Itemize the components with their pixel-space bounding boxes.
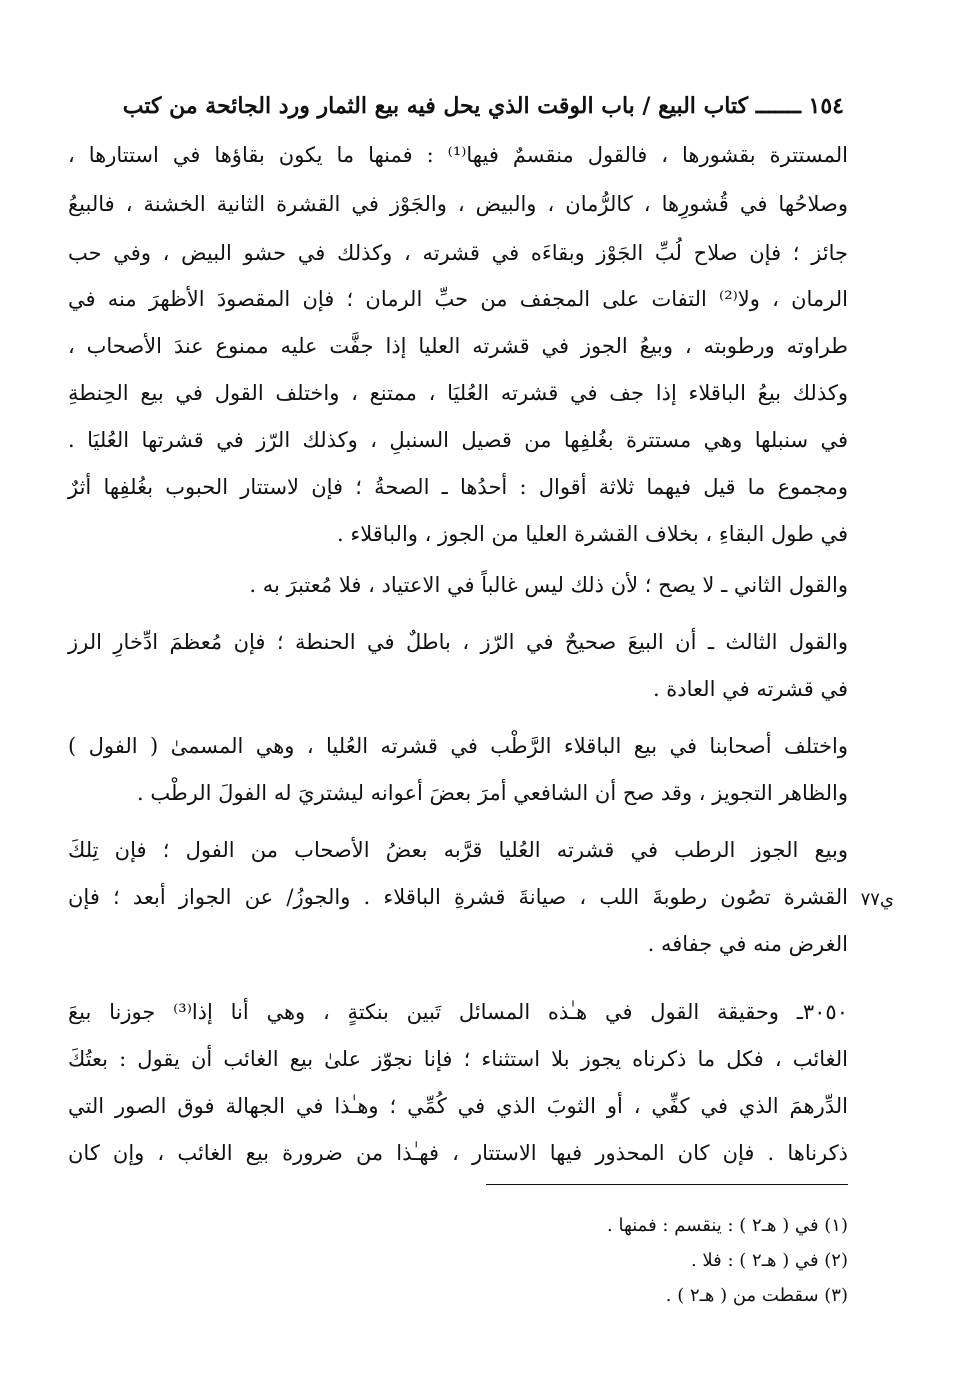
text-line: والقول الثالث ـ أن البيعَ صحيحٌ في الرّز ، باطلٌ في الحنطة ؛ فإن مُعظمَ ادِّخارِ الرز [68, 630, 848, 654]
text-line: وصلاحُها في قُشورِها ، كالرُّمان ، والبيض ، والجَوْز في القشرة الثانية الخشنة ، فالبيعُ [68, 192, 848, 216]
text-line: والقول الثاني ـ لا يصح ؛ لأن ذلك ليس غالباً في الاعتياد ، فلا مُعتبرَ به . [249, 573, 848, 597]
text-line: الغائب ، فكل ما ذكرناه يجوز بلا استثناء ؛ فإنا نجوّز علىٰ بيع الغائب أن يقول : بعتُكَ [68, 1047, 848, 1071]
running-header: ١٥٤ ـــــــ كتاب البيع / باب الوقت الذي يحل فيه بيع الثمار ورد الجائحة من كتب [122, 93, 844, 119]
text-line: في طول البقاءِ ، بخلاف القشرة العليا من الجوز ، والباقلاء . [337, 522, 848, 546]
footnote: (١) في ( هـ٢ ) : ينقسم : فمنها . [607, 1215, 848, 1236]
margin-folio-note: ي٧٧ [860, 889, 894, 910]
text-line: الغرض منه في جفافه . [647, 932, 848, 956]
text-line: ومجموع ما قيل فيهما ثلاثة أقوال : أحدُها ـ الصحةُ ؛ فإن لاستتار الحبوب بغُلفِها أثرٌ [68, 475, 848, 499]
text-line: طراوته ورطوبته ، وبيعُ الجوز في قشرته العليا إذا جفَّت عليه ممنوع عندَ الأصحاب ، [68, 334, 848, 358]
text-line: واختلف أصحابنا في بيع الباقلاء الرَّطْب في قشرته العُليا ، وهي المسمىٰ ( الفول ) [68, 734, 848, 758]
text-line: ذكرناها . فإن كان المحذور فيها الاستتار ، فهـٰذا من ضرورة بيع الغائب ، وإن كان [68, 1141, 848, 1165]
text-line: وبيع الجوز الرطب في قشرته العُليا قرَّبه بعضُ الأصحاب من الفول ؛ فإن تِلكَ [68, 838, 848, 862]
text-line: القشرة تصُون رطوبةَ اللب ، صيانةَ قشرةِ الباقلاء . والجوزُ/ عن الجواز أبعد ؛ فإن [68, 885, 848, 909]
text-line: وكذلك بيعُ الباقلاء إذا جف في قشرته العُليَا ، ممتنع ، واختلف القول في بيع الحِنطةِ [68, 381, 848, 405]
text-line: الرمان ، ولا⁽²⁾ التفات على المجفف من حبِّ الرمان ؛ فإن المقصودَ الأظهرَ منه في [68, 287, 848, 311]
footnote: (٢) في ( هـ٢ ) : فلا . [690, 1250, 848, 1271]
text-line: في سنبلها وهي مستترة بغُلفِها من قصيل السنبلِ ، وكذلك الرّز في قشرتها العُليَا . [68, 428, 848, 452]
text-line: في قشرته في العادة . [652, 677, 848, 701]
text-line: والظاهر التجويز ، وقد صح أن الشافعي أمرَ بعضَ أعوانه ليشتريَ له الفولَ الرطْب . [137, 781, 848, 805]
text-line: ٣٠٥٠ـ وحقيقة القول في هـٰذه المسائل تَبين بنكتةٍ ، وهي أنا إذا⁽³⁾ جوزنا بيعَ [68, 1000, 848, 1024]
footnote: (٣) سقطت من ( هـ٢ ) . [665, 1285, 848, 1306]
text-line: المستترة بقشورها ، فالقول منقسمٌ فيها⁽¹⁾ : فمنها ما يكون بقاؤها في استتارها ، [68, 143, 848, 167]
text-line: الدِّرهمَ الذي في كفِّي ، أو الثوبَ الذي في كُمِّي ؛ وهـٰذا في الجهالة فوق الصور التي [68, 1094, 848, 1118]
footnote-divider [486, 1184, 848, 1185]
text-line: جائز ؛ فإن صلاح لُبِّ الجَوْز وبقاءَه في قشرته ، وكذلك في حشو البيض ، وفي حب [68, 241, 848, 265]
